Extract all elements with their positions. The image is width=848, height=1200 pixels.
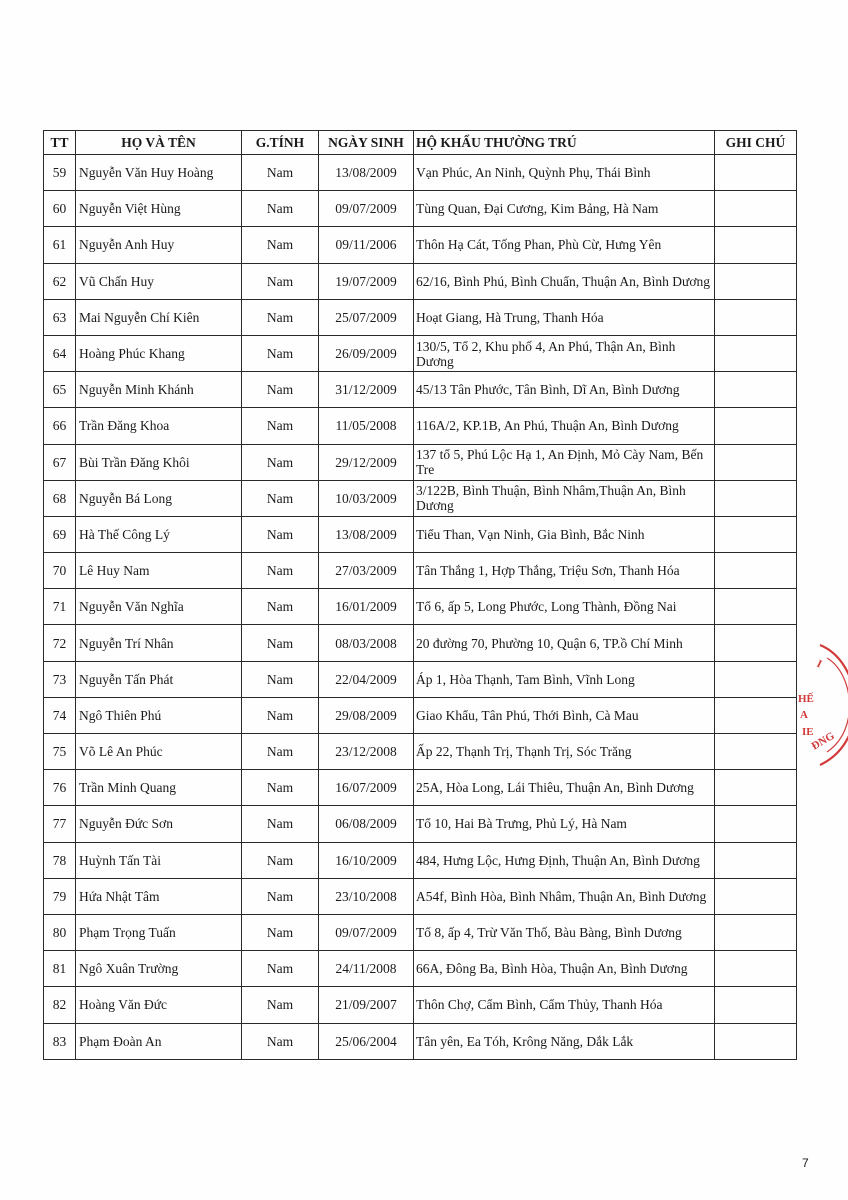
cell-dob: 27/03/2009 [319, 553, 414, 589]
cell-sex: Nam [242, 516, 319, 552]
table-row [44, 480, 797, 516]
cell-sex: Nam [242, 372, 319, 408]
cell-name: Nguyễn Minh Khánh [76, 372, 242, 408]
cell-address: Tân Thắng 1, Hợp Thắng, Triệu Sơn, Thanh Hóa [414, 553, 715, 589]
cell-tt: 73 [44, 661, 76, 697]
cell-address: Thôn Chợ, Cẩm Bình, Cẩm Thủy, Thanh Hóa [414, 987, 715, 1023]
header-sex: G.TÍNH [242, 131, 319, 155]
cell-note [715, 625, 797, 661]
header-dob: NGÀY SINH [319, 131, 414, 155]
svg-text:HẾ: HẾ [798, 693, 814, 705]
cell-tt: 79 [44, 878, 76, 914]
cell-tt: 64 [44, 335, 76, 371]
cell-address: Tổ 8, ấp 4, Trừ Văn Thố, Bàu Bàng, Bình Dương [414, 914, 715, 950]
header-address: HỘ KHẨU THƯỜNG TRÚ [414, 131, 715, 155]
cell-dob: 09/07/2009 [319, 914, 414, 950]
cell-address: 66A, Đông Ba, Bình Hòa, Thuận An, Bình Dương [414, 951, 715, 987]
cell-dob: 06/08/2009 [319, 806, 414, 842]
cell-sex: Nam [242, 1023, 319, 1059]
page-number: 7 [802, 1156, 809, 1170]
table-row [44, 155, 797, 191]
cell-name: Nguyễn Anh Huy [76, 227, 242, 263]
table-body [44, 155, 797, 1060]
cell-name: Ngô Thiên Phú [76, 697, 242, 733]
cell-note [715, 914, 797, 950]
cell-sex: Nam [242, 553, 319, 589]
cell-tt: 68 [44, 480, 76, 516]
cell-dob: 23/12/2008 [319, 734, 414, 770]
cell-address: Tiểu Than, Vạn Ninh, Gia Bình, Bắc Ninh [414, 516, 715, 552]
cell-address: 62/16, Bình Phú, Bình Chuẩn, Thuận An, Bình Dương [414, 263, 715, 299]
cell-sex: Nam [242, 914, 319, 950]
cell-sex: Nam [242, 155, 319, 191]
cell-name: Mai Nguyễn Chí Kiên [76, 299, 242, 335]
cell-tt: 82 [44, 987, 76, 1023]
cell-sex: Nam [242, 951, 319, 987]
cell-address: 25A, Hòa Long, Lái Thiêu, Thuận An, Bình Dương [414, 770, 715, 806]
cell-address: 3/122B, Bình Thuận, Bình Nhâm,Thuận An, Bình Dương [414, 480, 715, 516]
cell-sex: Nam [242, 408, 319, 444]
cell-sex: Nam [242, 299, 319, 335]
cell-tt: 76 [44, 770, 76, 806]
cell-sex: Nam [242, 263, 319, 299]
cell-tt: 71 [44, 589, 76, 625]
cell-note [715, 1023, 797, 1059]
cell-dob: 22/04/2009 [319, 661, 414, 697]
table-row [44, 987, 797, 1023]
cell-dob: 13/08/2009 [319, 516, 414, 552]
cell-note [715, 770, 797, 806]
cell-address: Áp 1, Hòa Thạnh, Tam Bình, Vĩnh Long [414, 661, 715, 697]
table-row [44, 878, 797, 914]
cell-note [715, 263, 797, 299]
cell-address: 20 đường 70, Phường 10, Quận 6, TP.ồ Chí Minh [414, 625, 715, 661]
cell-name: Vũ Chấn Huy [76, 263, 242, 299]
cell-dob: 25/06/2004 [319, 1023, 414, 1059]
cell-name: Nguyễn Việt Hùng [76, 191, 242, 227]
cell-tt: 69 [44, 516, 76, 552]
cell-dob: 13/08/2009 [319, 155, 414, 191]
cell-tt: 74 [44, 697, 76, 733]
cell-name: Nguyễn Tấn Phát [76, 661, 242, 697]
cell-address: Giao Khẩu, Tân Phú, Thới Bình, Cà Mau [414, 697, 715, 733]
cell-name: Hoàng Phúc Khang [76, 335, 242, 371]
cell-tt: 61 [44, 227, 76, 263]
student-roster-table [43, 130, 797, 1060]
table-row [44, 553, 797, 589]
cell-tt: 60 [44, 191, 76, 227]
cell-name: Phạm Trọng Tuấn [76, 914, 242, 950]
cell-name: Hoàng Văn Đức [76, 987, 242, 1023]
cell-address: Ấp 22, Thạnh Trị, Thạnh Trị, Sóc Trăng [414, 734, 715, 770]
table-row [44, 806, 797, 842]
cell-tt: 65 [44, 372, 76, 408]
cell-name: Hứa Nhật Tâm [76, 878, 242, 914]
cell-name: Nguyễn Văn Huy Hoàng [76, 155, 242, 191]
cell-tt: 59 [44, 155, 76, 191]
cell-note [715, 227, 797, 263]
cell-dob: 19/07/2009 [319, 263, 414, 299]
cell-name: Hà Thế Công Lý [76, 516, 242, 552]
cell-tt: 66 [44, 408, 76, 444]
cell-tt: 80 [44, 914, 76, 950]
cell-note [715, 516, 797, 552]
cell-dob: 08/03/2008 [319, 625, 414, 661]
cell-dob: 26/09/2009 [319, 335, 414, 371]
table-row [44, 914, 797, 950]
header-name: HỌ VÀ TÊN [76, 131, 242, 155]
cell-sex: Nam [242, 335, 319, 371]
cell-tt: 78 [44, 842, 76, 878]
cell-sex: Nam [242, 444, 319, 480]
cell-sex: Nam [242, 625, 319, 661]
cell-address: Tùng Quan, Đại Cương, Kim Bảng, Hà Nam [414, 191, 715, 227]
table-row [44, 263, 797, 299]
cell-name: Nguyễn Bá Long [76, 480, 242, 516]
cell-dob: 29/08/2009 [319, 697, 414, 733]
cell-sex: Nam [242, 987, 319, 1023]
cell-note [715, 444, 797, 480]
table-row [44, 1023, 797, 1059]
cell-sex: Nam [242, 227, 319, 263]
cell-name: Huỳnh Tấn Tài [76, 842, 242, 878]
cell-note [715, 480, 797, 516]
header-tt: TT [44, 131, 76, 155]
table-row [44, 299, 797, 335]
cell-address: Tổ 10, Hai Bà Trưng, Phủ Lý, Hà Nam [414, 806, 715, 842]
table-row [44, 770, 797, 806]
cell-note [715, 408, 797, 444]
cell-address: Tân yên, Ea Tóh, Krông Năng, Dắk Lắk [414, 1023, 715, 1059]
cell-sex: Nam [242, 480, 319, 516]
cell-dob: 25/07/2009 [319, 299, 414, 335]
cell-tt: 67 [44, 444, 76, 480]
cell-dob: 29/12/2009 [319, 444, 414, 480]
cell-note [715, 842, 797, 878]
table-row [44, 589, 797, 625]
table-row [44, 842, 797, 878]
cell-sex: Nam [242, 770, 319, 806]
cell-dob: 31/12/2009 [319, 372, 414, 408]
cell-dob: 16/10/2009 [319, 842, 414, 878]
cell-note [715, 878, 797, 914]
cell-name: Trần Minh Quang [76, 770, 242, 806]
cell-dob: 10/03/2009 [319, 480, 414, 516]
cell-tt: 81 [44, 951, 76, 987]
cell-dob: 16/07/2009 [319, 770, 414, 806]
cell-name: Lê Huy Nam [76, 553, 242, 589]
table-row [44, 734, 797, 770]
svg-text:A: A [800, 709, 808, 721]
svg-text:IE: IE [802, 726, 814, 738]
cell-note [715, 734, 797, 770]
table-row [44, 227, 797, 263]
table-row [44, 951, 797, 987]
cell-note [715, 299, 797, 335]
table-row [44, 516, 797, 552]
table-header-row [44, 131, 797, 155]
cell-note [715, 191, 797, 227]
cell-name: Nguyễn Văn Nghĩa [76, 589, 242, 625]
cell-address: Thôn Hạ Cát, Tống Phan, Phù Cừ, Hưng Yên [414, 227, 715, 263]
cell-note [715, 335, 797, 371]
cell-address: Vạn Phúc, An Ninh, Quỳnh Phụ, Thái Bình [414, 155, 715, 191]
cell-address: A54f, Bình Hòa, Bình Nhâm, Thuận An, Bình Dương [414, 878, 715, 914]
cell-dob: 11/05/2008 [319, 408, 414, 444]
table-row [44, 191, 797, 227]
cell-sex: Nam [242, 734, 319, 770]
cell-dob: 23/10/2008 [319, 878, 414, 914]
cell-name: Ngô Xuân Trường [76, 951, 242, 987]
table-row [44, 661, 797, 697]
cell-name: Nguyễn Đức Sơn [76, 806, 242, 842]
cell-address: Tổ 6, ấp 5, Long Phước, Long Thành, Đồng Nai [414, 589, 715, 625]
svg-text:I: I [814, 657, 824, 671]
cell-tt: 62 [44, 263, 76, 299]
table-row [44, 372, 797, 408]
cell-note [715, 553, 797, 589]
cell-dob: 21/09/2007 [319, 987, 414, 1023]
cell-tt: 63 [44, 299, 76, 335]
cell-address: 484, Hưng Lộc, Hưng Định, Thuận An, Bình Dương [414, 842, 715, 878]
scan-speck [44, 70, 50, 76]
cell-name: Trần Đăng Khoa [76, 408, 242, 444]
header-note: GHI CHÚ [715, 131, 797, 155]
official-stamp-fragment [792, 640, 848, 770]
table-row [44, 697, 797, 733]
cell-name: Bùi Trần Đăng Khôi [76, 444, 242, 480]
cell-note [715, 589, 797, 625]
cell-sex: Nam [242, 806, 319, 842]
cell-name: Phạm Đoàn An [76, 1023, 242, 1059]
cell-address: 137 tổ 5, Phú Lộc Hạ 1, An Định, Mỏ Cày Nam, Bến Tre [414, 444, 715, 480]
table-row [44, 444, 797, 480]
table-row [44, 625, 797, 661]
cell-note [715, 806, 797, 842]
cell-address: 116A/2, KP.1B, An Phú, Thuận An, Bình Dương [414, 408, 715, 444]
cell-tt: 83 [44, 1023, 76, 1059]
table-row [44, 408, 797, 444]
cell-address: 45/13 Tân Phước, Tân Bình, Dĩ An, Bình Dương [414, 372, 715, 408]
cell-sex: Nam [242, 697, 319, 733]
cell-sex: Nam [242, 878, 319, 914]
cell-address: Hoạt Giang, Hà Trung, Thanh Hóa [414, 299, 715, 335]
cell-tt: 77 [44, 806, 76, 842]
cell-dob: 09/07/2009 [319, 191, 414, 227]
cell-name: Võ Lê An Phúc [76, 734, 242, 770]
cell-note [715, 951, 797, 987]
cell-sex: Nam [242, 191, 319, 227]
table-row [44, 335, 797, 371]
cell-sex: Nam [242, 589, 319, 625]
cell-address: 130/5, Tổ 2, Khu phố 4, An Phú, Thận An, Bình Dương [414, 335, 715, 371]
cell-dob: 09/11/2006 [319, 227, 414, 263]
cell-sex: Nam [242, 842, 319, 878]
cell-sex: Nam [242, 661, 319, 697]
cell-dob: 16/01/2009 [319, 589, 414, 625]
cell-note [715, 372, 797, 408]
cell-note [715, 987, 797, 1023]
cell-tt: 72 [44, 625, 76, 661]
cell-note [715, 661, 797, 697]
svg-text:ĐNG: ĐNG [809, 729, 837, 753]
cell-name: Nguyễn Trí Nhân [76, 625, 242, 661]
cell-tt: 75 [44, 734, 76, 770]
cell-dob: 24/11/2008 [319, 951, 414, 987]
cell-note [715, 697, 797, 733]
cell-note [715, 155, 797, 191]
cell-tt: 70 [44, 553, 76, 589]
